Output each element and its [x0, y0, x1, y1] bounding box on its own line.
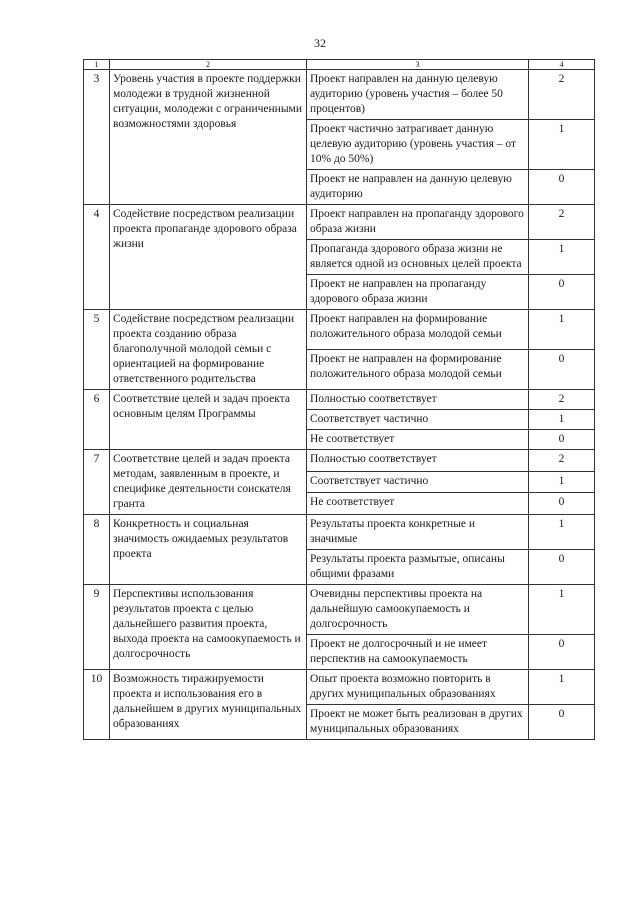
option-text: Проект не может быть реализован в других муниципальных образованиях [307, 705, 529, 740]
option-score: 2 [529, 390, 595, 410]
option-text: Результаты проекта размытые, описаны общими фразами [307, 550, 529, 585]
table-row [84, 205, 595, 240]
table-row [84, 585, 595, 635]
option-text: Проект частично затрагивает данную целевую аудиторию (уровень участия – от 10% до 50%) [307, 120, 529, 170]
option-text: Проект направлен на пропаганду здорового образа жизни [307, 205, 529, 240]
option-text: Полностью соответствует [307, 390, 529, 410]
option-score: 2 [529, 450, 595, 472]
option-score: 0 [529, 350, 595, 390]
option-text: Проект не направлен на формирование положительного образа молодой семьи [307, 350, 529, 390]
criteria-table [83, 59, 595, 740]
table-row [84, 515, 595, 550]
criterion-number: 8 [84, 515, 110, 585]
option-text: Очевидны перспективы проекта на дальнейшую самоокупаемость и долгосрочность [307, 585, 529, 635]
option-text: Опыт проекта возможно повторить в других муниципальных образованиях [307, 670, 529, 705]
option-score: 1 [529, 585, 595, 635]
criterion-text: Перспективы использования результатов проекта с целью дальнейшего развития проекта, выхода проекта на самоокупаемость и долгосрочность [110, 585, 307, 670]
option-text: Полностью соответствует [307, 450, 529, 472]
option-score: 1 [529, 670, 595, 705]
option-text: Не соответствует [307, 493, 529, 515]
header-row [84, 60, 595, 70]
option-score: 0 [529, 275, 595, 310]
criterion-text: Содействие посредством реализации проекта созданию образа благополучной молодой семьи с ориентацией на формирование ответственного родительства [110, 310, 307, 390]
option-score: 1 [529, 515, 595, 550]
criterion-number: 4 [84, 205, 110, 310]
option-score: 1 [529, 120, 595, 170]
option-score: 1 [529, 410, 595, 430]
criterion-number: 5 [84, 310, 110, 390]
option-score: 1 [529, 471, 595, 493]
option-score: 0 [529, 705, 595, 740]
criterion-number: 7 [84, 450, 110, 515]
criteria-table-body [84, 60, 595, 740]
option-score: 0 [529, 493, 595, 515]
table-row [84, 450, 595, 472]
option-text: Не соответствует [307, 430, 529, 450]
criterion-text: Уровень участия в проекте поддержки молодежи в трудной жизненной ситуации, молодежи с ограниченными возможностями здоровья [110, 70, 307, 205]
criterion-number: 6 [84, 390, 110, 450]
table-row [84, 670, 595, 705]
option-score: 0 [529, 550, 595, 585]
criterion-text: Конкретность и социальная значимость ожидаемых результатов проекта [110, 515, 307, 585]
table-row [84, 310, 595, 350]
criterion-text: Соответствие целей и задач проекта методам, заявленным в проекте, и специфике деятельности соискателя гранта [110, 450, 307, 515]
option-score: 0 [529, 430, 595, 450]
option-score: 0 [529, 635, 595, 670]
option-score: 0 [529, 170, 595, 205]
criterion-text: Возможность тиражируемости проекта и использования его в дальнейшем в других муниципальных образованиях [110, 670, 307, 740]
option-text: Проект направлен на формирование положительного образа молодой семьи [307, 310, 529, 350]
option-text: Результаты проекта конкретные и значимые [307, 515, 529, 550]
option-text: Пропаганда здорового образа жизни не является одной из основных целей проекта [307, 240, 529, 275]
header-cell-1: 1 [84, 60, 110, 70]
header-cell-4: 4 [529, 60, 595, 70]
page-number: 32 [314, 36, 326, 50]
table-row [84, 390, 595, 410]
option-text: Проект не направлен на пропаганду здорового образа жизни [307, 275, 529, 310]
option-score: 2 [529, 70, 595, 120]
criterion-number: 3 [84, 70, 110, 205]
option-score: 2 [529, 205, 595, 240]
header-cell-2: 2 [110, 60, 307, 70]
option-text: Проект не долгосрочный и не имеет перспектив на самоокупаемость [307, 635, 529, 670]
table-row [84, 70, 595, 120]
criterion-text: Содействие посредством реализации проекта пропаганде здорового образа жизни [110, 205, 307, 310]
option-text: Проект направлен на данную целевую аудиторию (уровень участия – более 50 процентов) [307, 70, 529, 120]
option-text: Проект не направлен на данную целевую аудиторию [307, 170, 529, 205]
option-text: Соответствует частично [307, 410, 529, 430]
criterion-number: 9 [84, 585, 110, 670]
header-cell-3: 3 [307, 60, 529, 70]
option-score: 1 [529, 310, 595, 350]
criterion-text: Соответствие целей и задач проекта основным целям Программы [110, 390, 307, 450]
criterion-number: 10 [84, 670, 110, 740]
option-text: Соответствует частично [307, 471, 529, 493]
option-score: 1 [529, 240, 595, 275]
